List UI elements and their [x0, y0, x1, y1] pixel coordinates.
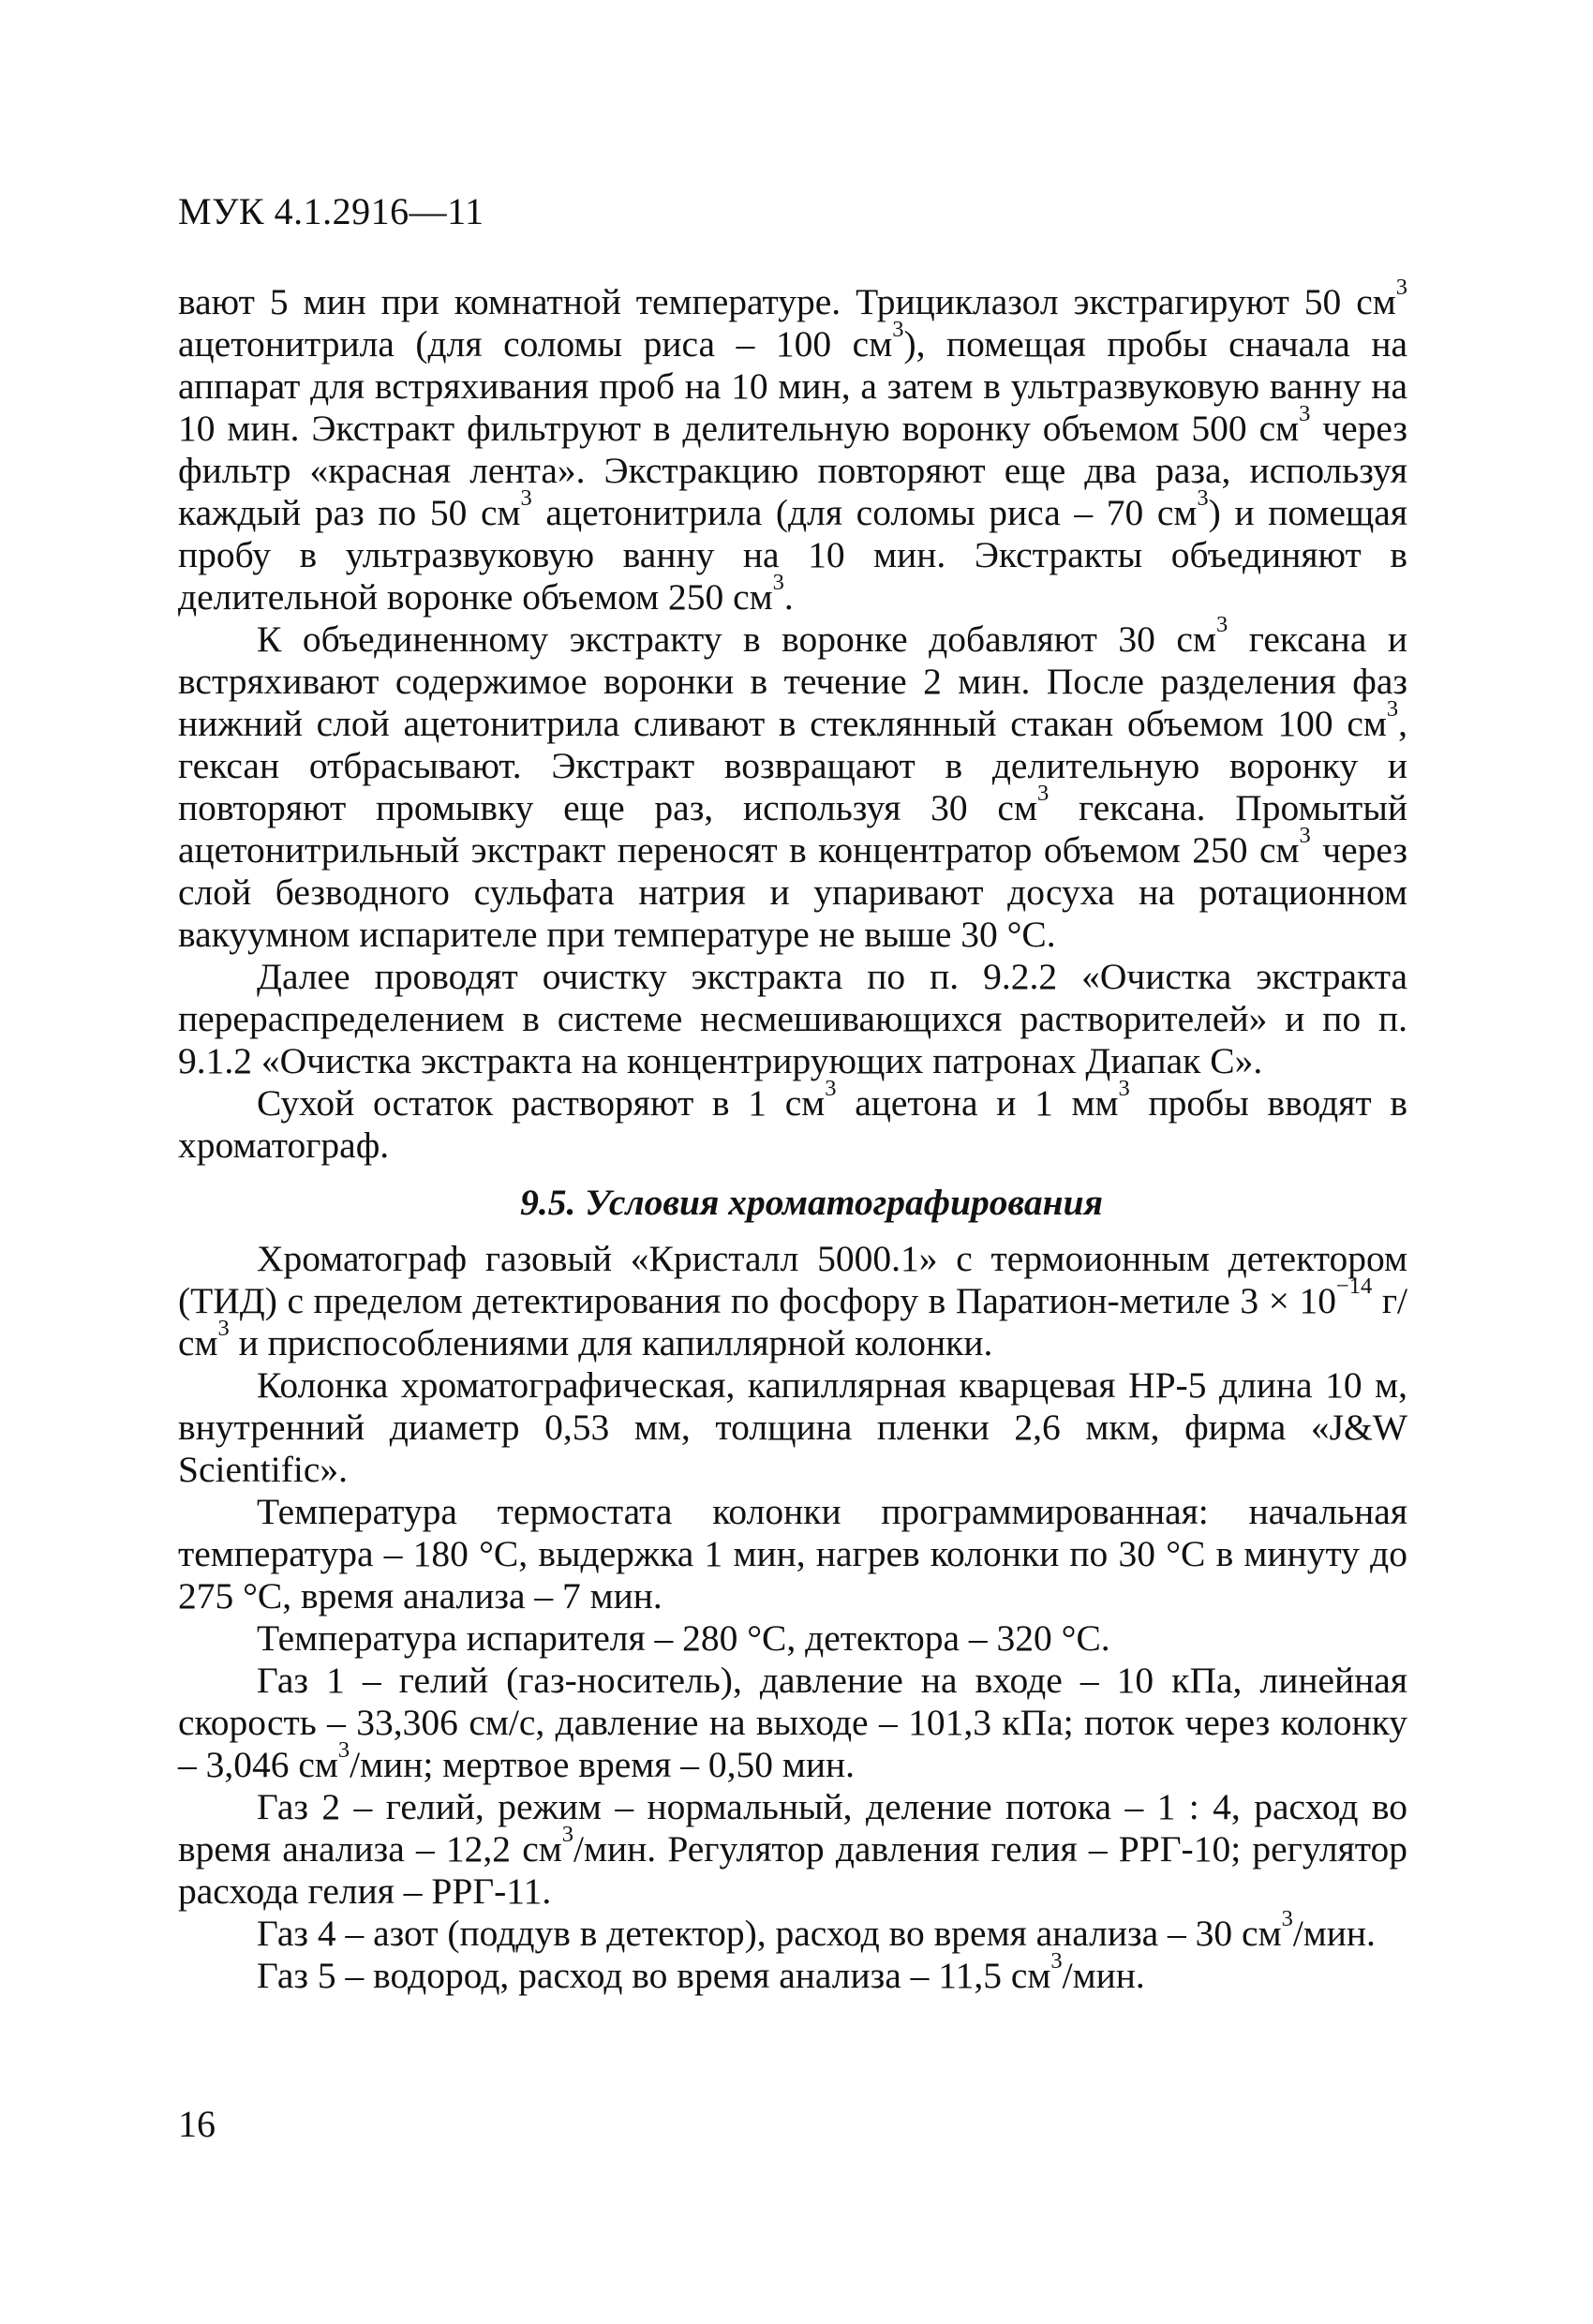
paragraph: Температура испарителя – 280 °С, детектора – 320 °С. — [257, 1617, 1110, 1659]
paragraph: Температура термостата колонки программированная: начальная температура – 180 °С, выдержка 1 мин, нагрев колонки по 30 °С в минуту до 275 °С, время анализа – 7 мин. — [178, 1491, 1407, 1616]
body-text — [178, 275, 1408, 1997]
paragraph: Сухой остаток растворяют в 1 $см^3$ ацетона и 1 $мм^3$ пробы вводят в хроматограф. — [178, 1076, 1407, 1166]
paragraph: Далее проводят очистку экстракта по п. 9.2.2 «Очистка экстракта перераспределением в системе несмешивающихся растворителей» и по п. 9.1.2 «Очистка экстракта на концентрирующих патронах Диапак С». — [178, 956, 1407, 1081]
paragraph: Газ 4 – азот (поддув в детектор), расход во время анализа – 30 $см^3$/мин. — [257, 1906, 1376, 1954]
paragraph: Газ 2 – гелий, режим – нормальный, деление потока – 1 : 4, расход во время анализа – 12,2 $см^3$/мин. Регулятор давления гелия – РРГ-10; регулятор расхода гелия – РРГ-11. — [178, 1786, 1407, 1912]
paragraph: Колонка хроматографическая, капиллярная кварцевая HP-5 длина 10 м, внутренний диаметр 0,53 мм, толщина пленки 2,6 мкм, фирма «J&W Scientific». — [178, 1364, 1407, 1490]
paragraph: вают 5 мин при комнатной температуре. Трициклазол экстрагируют 50 $см^3$ ацетонитрила (для соломы риса – 100 $см^3$), помещая пробы сначала на аппарат для встряхивания проб на 10 мин, а затем в ультразвуковую ванну на 10 мин. Экстракт фильтруют в делительную воронку объемом 500 $см^3$ через фильтр «красная лента». Экстракцию повторяют еще два раза, используя каждый раз по 50 $см^3$ ацетонитрила (для соломы риса – 70 $см^3$) и помещая пробу в ультразвуковую ванну на 10 мин. Экстракты объединяют в делительной воронке объемом 250 $см^3$. — [178, 275, 1408, 618]
paragraph: Газ 1 – гелий (газ-носитель), давление на входе – 10 кПа, линейная скорость – 33,306 см/с, давление на выходе – 101,3 кПа; поток через колонку – 3,046 $см^3$/мин; мертвое время – 0,50 мин. — [178, 1660, 1407, 1785]
section-heading: 9.5. Условия хроматографирования — [520, 1182, 1103, 1223]
paragraph: К объединенному экстракту в воронке добавляют 30 $см^3$ гексана и встряхивают содержимое воронки в течение 2 мин. После разделения фаз нижний слой ацетонитрила сливают в стеклянный стакан объемом 100 $см^3$, гексан отбрасывают. Экстракт возвращают в делительную воронку и повторяют промывку еще раз, используя 30 $см^3$ гексана. Промытый ацетонитрильный экстракт переносят в концентратор объемом 250 $см^3$ через слой безводного сульфата натрия и упаривают досуха на ротационном вакуумном испарителе при температуре не выше 30 °С. — [178, 612, 1408, 955]
page-number: 16 — [178, 2103, 216, 2145]
paragraph: Хроматограф газовый «Кристалл 5000.1» с термоионным детектором (ТИД) с пределом детектирования по фосфору в Паратион-метиле $3 \times 10^{-14}$ $г/см^3$ и приспособлениями для капиллярной колонки. — [178, 1238, 1407, 1363]
paragraph: Газ 5 – водород, расход во время анализа – 11,5 $см^3$/мин. — [257, 1948, 1145, 1996]
document-code-header: МУК 4.1.2916—11 — [178, 190, 484, 232]
